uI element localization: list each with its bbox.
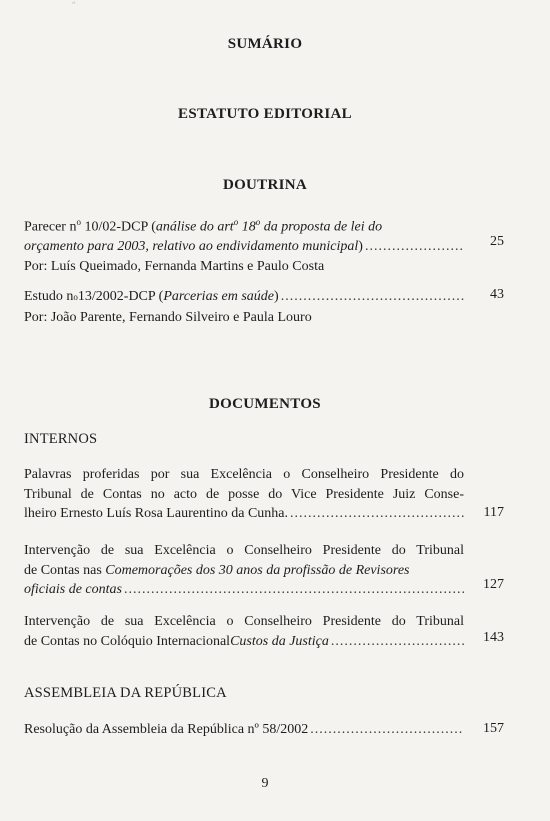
entry-italic-text: da proposta de lei do	[260, 219, 383, 235]
entry-page-number: 127	[483, 577, 504, 592]
entry-italic-text: 18	[238, 219, 256, 235]
entry-last-line	[24, 504, 464, 524]
section-documentos: DOCUMENTOS	[209, 396, 321, 412]
entry-text: de Contas no Colóquio Internacional	[24, 633, 231, 649]
entry-italic-text: oficiais de contas	[24, 582, 122, 597]
subsection-assembleia: ASSEMBLEIA DA REPÚBLICA	[24, 685, 227, 701]
entry-last-line	[24, 580, 464, 600]
superscript: o	[73, 292, 78, 302]
leader-dots	[124, 580, 464, 600]
toc-entry-doutrina-2	[24, 287, 504, 327]
leader-dots	[310, 720, 464, 740]
toc-entry-internos-3	[24, 612, 504, 651]
entry-line	[24, 561, 464, 581]
entry-text: 10/02-DCP (	[80, 219, 156, 235]
entry-text: Resolução da Assembleia da República nº 58/2002	[24, 722, 309, 737]
entry-italic-text: Custos da Justiça	[230, 633, 329, 649]
entry-page-number: 43	[490, 287, 504, 302]
entry-line: Intervenção de sua Excelência o Conselheiro Presidente do Tribunal	[24, 614, 464, 629]
subsection-internos: INTERNOS	[24, 431, 98, 447]
entry-last-line	[24, 632, 464, 652]
toc-entry-doutrina-1	[24, 213, 504, 276]
entry-line: Intervenção de sua Excelência o Conselheiro Presidente do Tribunal	[24, 543, 464, 558]
superscript: o	[255, 217, 261, 227]
entry-text: )	[274, 289, 279, 304]
toc-entry-internos-2	[24, 541, 504, 600]
entry-italic-text: Parcerias em saúde	[163, 289, 275, 304]
entry-last-line	[24, 237, 464, 257]
entry-italic-text: orçamento para 2003, relativo ao endividamento municipal	[24, 239, 359, 255]
entry-page-number: 157	[483, 721, 504, 736]
leader-dots	[331, 632, 464, 652]
toc-entry-assembleia-1	[24, 720, 504, 740]
entry-line: Tribunal de Contas no acto de posse do Vice Presidente Juiz Conse-	[24, 486, 464, 502]
entry-last-line	[24, 287, 464, 308]
entry-last-line	[24, 720, 464, 740]
toc-entry-internos-1	[24, 465, 504, 524]
entry-text: )	[358, 239, 363, 255]
entry-authors: Por: Luís Queimado, Fernanda Martins e Paulo Costa	[24, 258, 325, 274]
entry-line: Palavras proferidas por sua Excelência o Conselheiro Presidente do	[24, 467, 464, 482]
section-doutrina: DOUTRINA	[222, 177, 308, 193]
superscript: o	[233, 217, 239, 227]
entry-text: Parecer n	[24, 219, 77, 235]
leader-dots	[290, 504, 464, 524]
page-number: 9	[261, 776, 269, 791]
section-estatuto-editorial: ESTATUTO EDITORIAL	[178, 106, 352, 122]
entry-italic-text: Comemorações dos 30 anos da profissão de Revisores	[105, 562, 410, 578]
entry-page-number: 143	[483, 630, 504, 645]
entry-text: 13/2002-DCP (	[77, 289, 164, 304]
leader-dots	[365, 237, 464, 257]
entry-page-number: 117	[483, 505, 504, 520]
entry-line	[24, 213, 464, 237]
entry-italic-text: análise do art	[155, 219, 234, 235]
leader-dots	[281, 287, 464, 307]
page-title: SUMÁRIO	[227, 36, 303, 52]
scan-mark: ʺ	[72, 0, 76, 10]
superscript: o	[76, 217, 81, 227]
entry-authors: Por: João Parente, Fernando Silveiro e Paula Louro	[24, 309, 312, 325]
entry-text: de Contas nas	[24, 562, 106, 578]
entry-page-number: 25	[490, 234, 504, 249]
entry-text: lheiro Ernesto Luís Rosa Laurentino da Cunha.	[24, 506, 288, 521]
entry-text: Estudo n	[24, 289, 74, 304]
